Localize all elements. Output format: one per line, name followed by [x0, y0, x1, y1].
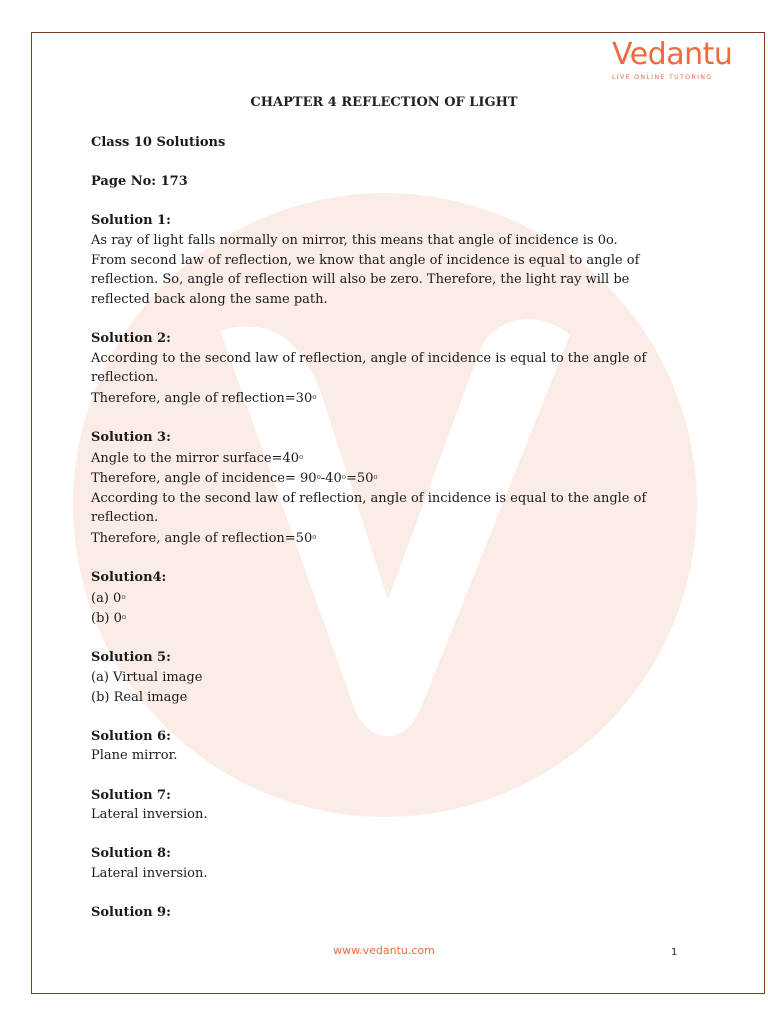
solution-7-heading: Solution 7: — [91, 787, 171, 803]
solution-3-line: Therefore, angle of incidence= $90^o-40^o=50^o$ — [91, 471, 378, 487]
degree-symbol: o — [316, 473, 321, 482]
vedantu-logo — [612, 37, 733, 88]
solution-9-heading: Solution 9: — [91, 905, 171, 921]
degree-symbol: o — [341, 473, 346, 482]
solution-1-line: reflected back along the same path. — [91, 291, 328, 307]
solution-2-heading: Solution 2: — [91, 330, 171, 346]
solution-5-heading: Solution 5: — [91, 650, 171, 666]
solution-3-heading: Solution 3: — [91, 429, 171, 445]
logo-tagline: LIVE ONLINE TUTORING — [612, 74, 713, 81]
degree-symbol: o — [312, 532, 317, 541]
solution-4-heading: Solution4: — [91, 570, 167, 586]
page-title: CHAPTER 4 REFLECTION OF LIGHT — [250, 95, 518, 110]
solution-1-line: As ray of light falls normally on mirror, this means that angle of incidence is 0o. — [91, 232, 618, 248]
solution-7-answer: Lateral inversion. — [91, 807, 208, 823]
degree-symbol: o — [373, 473, 378, 482]
solution-2-line: reflection. — [91, 370, 159, 386]
class-heading: Class 10 Solutions — [91, 135, 226, 150]
solution-3-answer: Therefore, angle of $reflection=50^o$ — [91, 530, 317, 546]
solution-3-line: reflection. — [91, 510, 159, 526]
solution-3-line: According to the second law of reflection, angle of incidence is equal to the angle of — [91, 490, 647, 506]
degree-symbol: o — [312, 392, 317, 401]
solution-1-line: reflection. So, angle of reflection will also be zero. Therefore, the light ray will be — [91, 272, 630, 288]
solution-5-answer-b: (b) Real image — [91, 689, 188, 705]
solution-3-line: Angle to the mirror $surface=40^o$ — [91, 450, 304, 466]
logo-wordmark: Vedantu — [612, 37, 733, 72]
page-number: 1 — [671, 947, 678, 958]
solution-1-line: From second law of reflection, we know that angle of incidence is equal to angle of — [91, 252, 640, 268]
footer-link[interactable]: www.vedantu.com — [333, 944, 435, 957]
solution-4-answer-b: (b) 0$^o$ — [91, 611, 127, 627]
solution-2-line: According to the second law of reflection, angle of incidence is equal to the angle of — [91, 350, 647, 366]
degree-symbol: o — [299, 452, 304, 461]
solution-8-heading: Solution 8: — [91, 846, 171, 862]
page-number-heading: Page No: 173 — [91, 174, 188, 190]
degree-symbol: o — [121, 592, 126, 601]
solution-2-answer: Therefore, angle of $reflection=30^o$ — [91, 390, 317, 406]
document-body — [91, 133, 681, 923]
solution-4-answer-a: (a) 0$^o$ — [91, 590, 126, 606]
solution-8-answer: Lateral inversion. — [91, 865, 208, 881]
degree-symbol: o — [121, 613, 127, 622]
solution-1-heading: Solution 1: — [91, 213, 171, 229]
solution-5-answer-a: (a) Virtual image — [91, 670, 203, 686]
solution-6-answer: Plane mirror. — [91, 748, 178, 764]
solution-6-heading: Solution 6: — [91, 728, 171, 744]
